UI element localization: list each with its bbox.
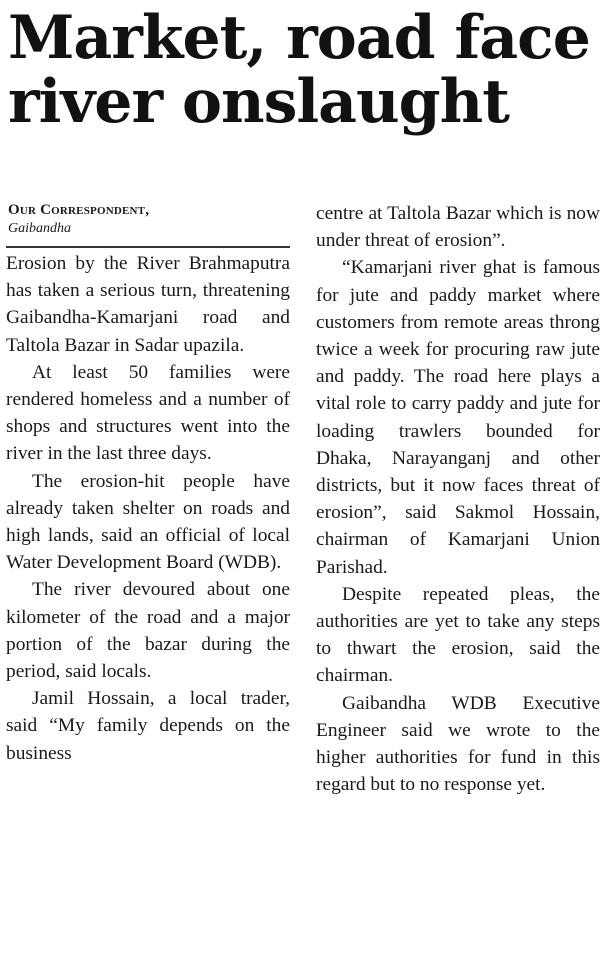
paragraph: At least 50 families were rendered homeless and a number of shops and structures went into the river in the last three days. (6, 361, 290, 465)
paragraph: centre at Taltola Bazar which is now under threat of erosion”. (316, 203, 600, 252)
article-columns (6, 196, 600, 798)
headline: Market, road face river onslaught (8, 3, 590, 137)
byline-divider (6, 246, 290, 248)
paragraph: The river devoured about one kilometer of the road and a major portion of the bazar during the period, said locals. (6, 579, 290, 683)
paragraph: Erosion by the River Brahmaputra has taken a serious turn, threatening Gaibandha-Kamarjani road and Taltola Bazar in Sadar upazila. (6, 253, 290, 356)
paragraph: Jamil Hossain, a local trader, said “My family depends on the business (6, 688, 290, 764)
dateline: Gaibandha (8, 221, 71, 236)
paragraph: “Kamarjani river ghat is famous for jute and paddy market where customers from remote areas throng twice a week for procuring raw jute and paddy. The road here plays a vital role to carry paddy and jute for loading trawlers bounded for Dhaka, Narayanganj and other districts, but it now faces threat of erosion”, said Sakmol Hossain, chairman of Kamarjani Union Parishad. (316, 257, 600, 578)
right-column (316, 200, 600, 798)
paragraph: Despite repeated pleas, the authorities are yet to take any steps to thwart the erosion, said the chairman. (316, 583, 600, 687)
paragraph: The erosion-hit people have already taken shelter on roads and high lands, said an official of local Water Development Board (WDB). (6, 470, 290, 574)
left-column (6, 196, 290, 798)
byline: Our Correspondent, (8, 202, 150, 218)
paragraph: Gaibandha WDB Executive Engineer said we wrote to the higher authorities for fund in this regard but to no response yet. (316, 692, 600, 796)
